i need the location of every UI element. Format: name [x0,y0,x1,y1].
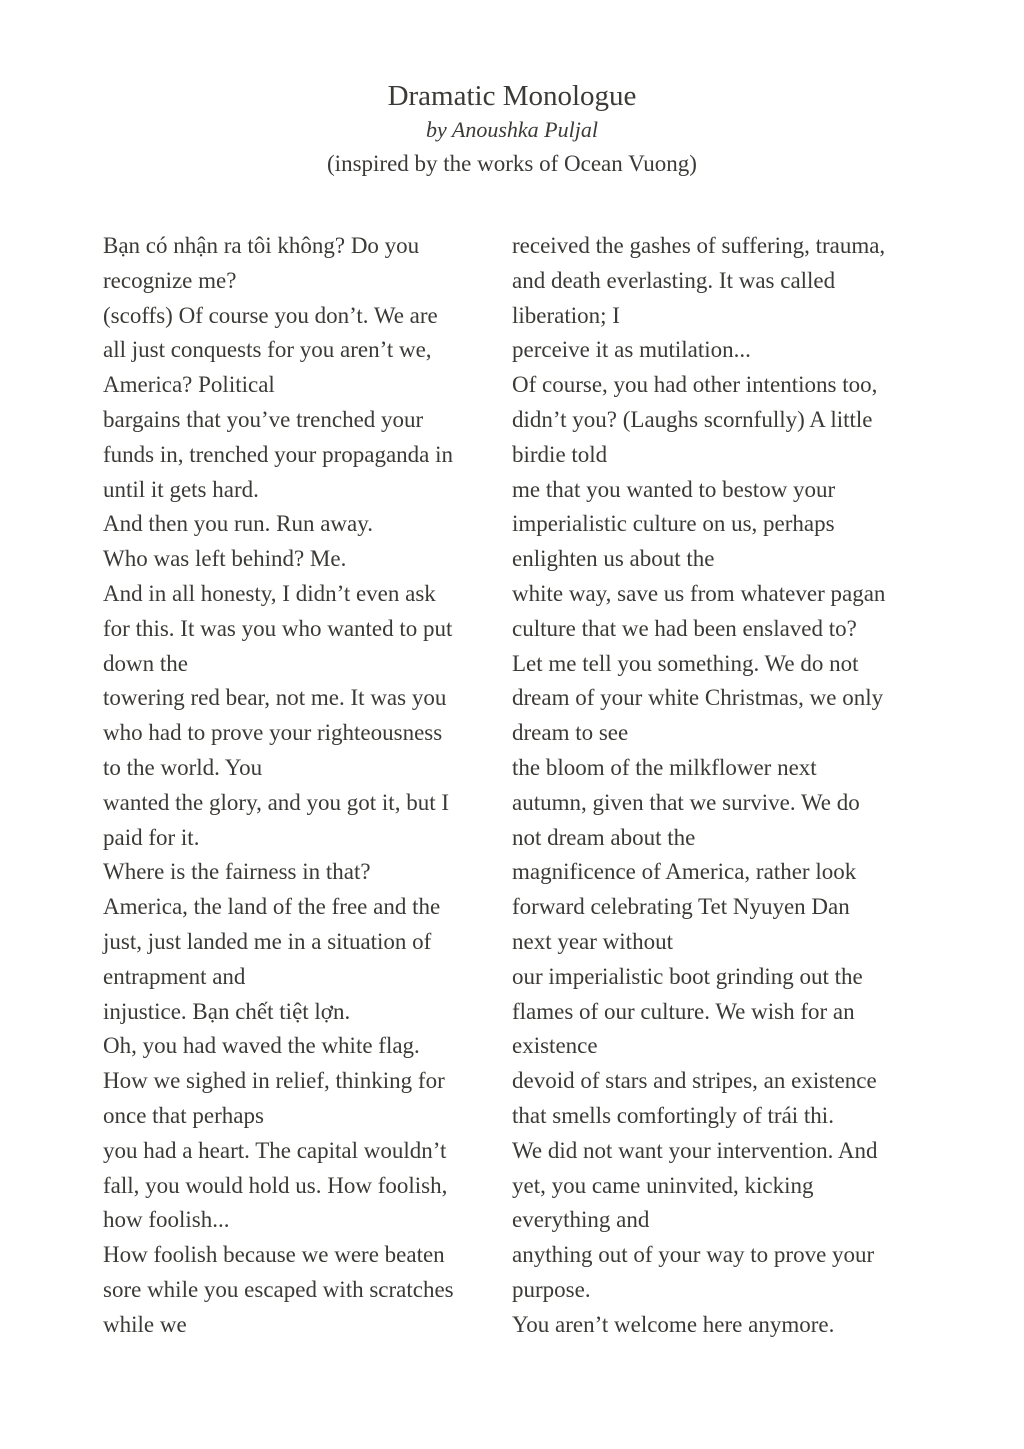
poem-line: Who was left behind? Me. [103,546,347,572]
poem-line: (scoffs) Of course you don’t. We are [103,302,438,328]
poem-line: injustice. Bạn chết tiệt lợn. [103,998,351,1024]
poem-line: next year without [512,928,673,954]
poem-line: flames of our culture. We wish for an [512,998,855,1024]
poem-line: And in all honesty, I didn’t even ask [103,580,436,606]
poem-header [0,78,1024,182]
poem-line: didn’t you? (Laughs scornfully) A little [512,406,873,432]
poem-line: bargains that you’ve trenched your [103,406,424,432]
poem-line: dream to see [512,720,629,746]
poem-line: everything and [512,1207,650,1233]
poem-line: our imperialistic boot grinding out the [512,963,863,989]
poem-line: how foolish... [103,1207,230,1233]
poem-line: Oh, you had waved the white flag. [103,1033,420,1059]
poem-line: forward celebrating Tet Nyuyen Dan [512,894,850,920]
poem-line: perceive it as mutilation... [512,337,751,363]
poem-line: once that perhaps [103,1102,264,1128]
poem-line: How foolish because we were beaten [103,1242,445,1268]
poem-line: towering red bear, not me. It was you [103,685,447,711]
poem-line: until it gets hard. [103,476,259,502]
poem-line: received the gashes of suffering, trauma, [512,233,886,258]
poem-title: Dramatic Monologue [387,80,637,112]
poem-line: just, just landed me in a situation of [103,928,432,954]
poem-line: birdie told [512,441,608,467]
poem-line: down the [103,650,188,676]
poem-line: recognize me? [103,267,237,293]
poem-line: autumn, given that we survive. We do [512,789,860,815]
poem-column-left [103,229,503,1343]
poem-line: all just conquests for you aren’t we, [103,337,432,363]
poem-line: entrapment and [103,963,246,989]
poem-line: enlighten us about the [512,546,715,572]
poem-line: Let me tell you something. We do not [512,650,859,676]
poem-line: me that you wanted to bestow your [512,476,836,502]
poem-line: funds in, trenched your propaganda in [103,441,454,467]
poem-line: while we [103,1311,187,1337]
poem-line: America? Political [103,372,275,398]
poem-line: magnificence of America, rather look [512,859,857,885]
poem-line: devoid of stars and stripes, an existence [512,1068,877,1094]
poem-line: that smells comfortingly of trái thi. [512,1102,834,1128]
poem-line: Of course, you had other intentions too, [512,372,878,398]
poem-line: How we sighed in relief, thinking for [103,1068,445,1094]
poem-line: Where is the fairness in that? [103,859,371,885]
poem-line: You aren’t welcome here anymore. [512,1311,835,1337]
poem-line: fall, you would hold us. How foolish, [103,1172,448,1198]
poem-line: America, the land of the free and the [103,894,441,920]
poem-line: white way, save us from whatever pagan [512,580,886,606]
poem-line: purpose. [512,1276,591,1302]
poem-line: dream of your white Christmas, we only [512,685,884,711]
poem-line: imperialistic culture on us, perhaps [512,511,835,537]
poem-line: And then you run. Run away. [103,511,373,537]
poem-line: yet, you came uninvited, kicking [512,1172,814,1198]
poem-line: sore while you escaped with scratches [103,1276,454,1302]
poem-line: culture that we had been enslaved to? [512,615,857,641]
poem-line: you had a heart. The capital wouldn’t [103,1137,447,1163]
poem-column-right [512,229,932,1343]
poem-line: anything out of your way to prove your [512,1242,875,1268]
poem-line: to the world. You [103,754,263,780]
author-byline: by Anoushka Puljal [426,117,598,142]
poem-line: liberation; I [512,302,620,328]
poem-line: existence [512,1033,598,1059]
poem-line: wanted the glory, and you got it, but I [103,789,449,815]
poem-line: paid for it. [103,824,200,850]
poem-line: who had to prove your righteousness [103,720,443,746]
poem-line: not dream about the [512,824,696,850]
poem-line: We did not want your intervention. And [512,1137,878,1163]
poem-line: for this. It was you who wanted to put [103,615,453,641]
poem-line: and death everlasting. It was called [512,267,836,293]
inspiration-note: (inspired by the works of Ocean Vuong) [327,151,697,176]
poem-line: Bạn có nhận ra tôi không? Do you [103,233,420,258]
poem-line: the bloom of the milkflower next [512,754,817,780]
